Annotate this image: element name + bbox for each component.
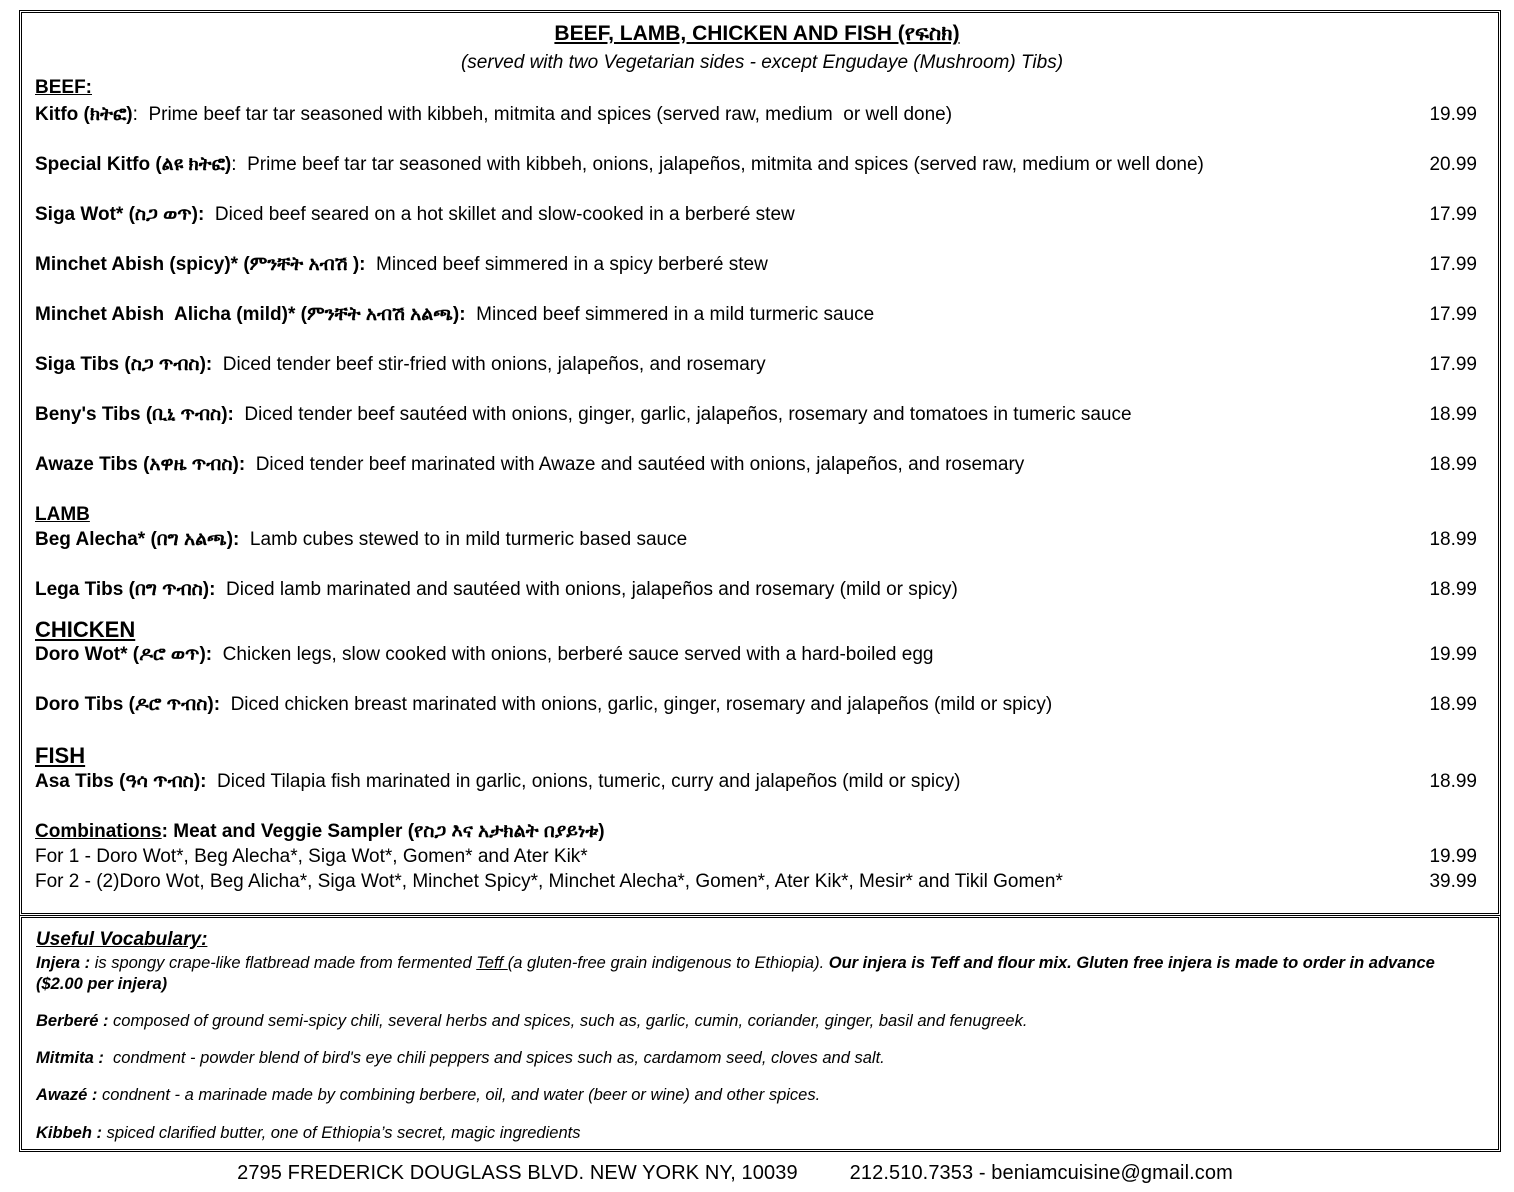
page-title: BEEF, LAMB, CHICKEN AND FISH (የፍስክ) [554,22,960,45]
section-chicken: CHICKEN [35,617,136,642]
item-price: 18.99 [1429,579,1477,600]
item-price: 17.99 [1429,354,1477,375]
vocab-definition: condment - powder blend of bird's eye chili peppers and spices such as, cardamom seed, cloves and salt. [103,1049,885,1067]
menu-item-doro-tibs [35,694,1052,716]
vocab-definition: (a gluten-free grain indigenous to Ethiopia). [507,954,829,972]
vocab-awaze [36,1086,820,1105]
combination-for-1-price: 19.99 [1429,846,1477,867]
combination-for-1: For 1 - Doro Wot*, Beg Alecha*, Siga Wot*, Gomen* and Ater Kik* [35,846,588,867]
vocab-definition: spiced clarified butter, one of Ethiopia’s secret, magic ingredients [102,1124,581,1142]
vocab-mitmita [36,1049,885,1068]
item-name: Siga Wot* (ስጋ ወጥ): [35,204,205,225]
item-price: 17.99 [1429,204,1477,225]
item-sep: : [231,154,237,175]
vocabulary-frame [19,915,1501,1152]
footer-contact: 212.510.7353 - beniamcuisine@gmail.com [849,1162,1233,1184]
combinations-heading [35,821,605,843]
vocab-teff: Teff [476,954,508,972]
item-name: Doro Wot* (ዶሮ ወጥ): [35,644,213,665]
combinations-title: : Meat and Veggie Sampler (የስጋ እና አታክልት በያይነቱ) [161,821,605,842]
item-desc: Lamb cubes stewed to in mild turmeric based sauce [239,529,688,550]
item-desc: Minced beef simmered in a mild turmeric sauce [465,304,875,325]
menu-item-special-kitfo [35,154,1204,176]
item-price: 19.99 [1429,104,1477,125]
combination-for-2: For 2 - (2)Doro Wot, Beg Alicha*, Siga Wot*, Minchet Spicy*, Minchet Alecha*, Gomen*, Ater Kik*, Mesir* and Tikil Gomen* [35,871,1063,892]
vocab-berbere [36,1012,1027,1031]
item-price: 18.99 [1429,404,1477,425]
item-desc: Diced chicken breast marinated with onions, garlic, ginger, rosemary and jalapeños (mild or spicy) [220,694,1053,715]
menu-item-benys-tibs [35,404,1132,426]
section-fish: FISH [35,743,86,768]
item-desc: Minced beef simmered in a spicy berberé stew [365,254,768,275]
item-price: 18.99 [1429,454,1477,475]
item-name: Awaze Tibs (አዋዜ ጥብስ): [35,454,246,475]
page-subtitle: (served with two Vegetarian sides - except Engudaye (Mushroom) Tibs) [460,52,1064,73]
menu-item-doro-wot [35,644,933,666]
combinations-label: Combinations [35,821,162,842]
item-name: Minchet Abish (spicy)* (ምንቸት አብሽ ): [35,254,366,275]
item-price: 20.99 [1429,154,1477,175]
section-beef: BEEF: [35,77,92,98]
item-name: Asa Tibs (ዓሳ ጥብስ): [35,771,207,792]
item-desc: Prime beef tar tar seasoned with kibbeh, onions, jalapeños, mitmita and spices (served raw, medium or well done) [236,154,1204,175]
vocab-term: Berberé : [36,1012,109,1030]
item-price: 19.99 [1429,644,1477,665]
item-price: 18.99 [1429,529,1477,550]
item-name: Doro Tibs (ዶሮ ጥብስ): [35,694,221,715]
item-price: 18.99 [1429,771,1477,792]
menu-item-kitfo [35,104,952,126]
item-price: 18.99 [1429,694,1477,715]
menu-item-minchet-abish [35,254,768,276]
item-sep: : [132,104,138,125]
vocab-term: Awazé : [36,1086,98,1104]
vocab-term: Kibbeh : [36,1124,102,1142]
menu-item-siga-wot [35,204,795,226]
item-desc: Diced beef seared on a hot skillet and slow-cooked in a berberé stew [204,204,795,225]
menu-item-siga-tibs [35,354,766,376]
menu-item-lega-tibs [35,579,958,601]
menu-item-awaze-tibs [35,454,1024,476]
item-price: 17.99 [1429,254,1477,275]
item-desc: Prime beef tar tar seasoned with kibbeh, mitmita and spices (served raw, medium or well done) [137,104,953,125]
combination-for-2-price: 39.99 [1429,871,1477,892]
item-desc: Diced tender beef sautéed with onions, ginger, garlic, jalapeños, rosemary and tomatoes in tumeric sauce [233,404,1132,425]
menu-item-beg-alecha [35,529,687,551]
vocab-injera-note: Our injera is Teff and flour mix. Gluten free injera is made to order in advance ($2.00 per injera) [36,954,1435,993]
item-name: Beg Alecha* (በግ አልጫ): [35,529,240,550]
menu-item-minchet-abish-alicha [35,304,874,326]
footer [0,1162,1470,1185]
vocab-definition: condnent - a marinade made by combining berbere, oil, and water (beer or wine) and other spices. [97,1086,821,1104]
vocab-definition: is spongy crape-like flatbread made from fermented [90,954,477,972]
vocab-injera [36,953,1486,995]
vocab-definition: composed of ground semi-spicy chili, several herbs and spices, such as, garlic, cumin, coriander, ginger, basil and fenugreek. [108,1012,1028,1030]
item-name: Minchet Abish Alicha (mild)* (ምንቸት አብሽ አልጫ): [35,304,466,325]
item-name: Siga Tibs (ስጋ ጥብስ): [35,354,213,375]
item-desc: Diced tender beef stir-fried with onions, jalapeños, and rosemary [212,354,766,375]
item-name: Beny's Tibs (ቢኒ ጥብስ): [35,404,234,425]
item-name: Kitfo (ክትፎ) [35,104,133,125]
section-lamb: LAMB [35,504,90,525]
vocab-term: Mitmita : [36,1049,104,1067]
item-desc: Diced tender beef marinated with Awaze and sautéed with onions, jalapeños, and rosemary [245,454,1025,475]
vocab-term: Injera : [36,954,91,972]
item-desc: Chicken legs, slow cooked with onions, berberé sauce served with a hard-boiled egg [212,644,934,665]
item-name: Special Kitfo (ልዩ ክትፎ) [35,154,232,175]
item-price: 17.99 [1429,304,1477,325]
vocab-kibbeh [36,1124,580,1143]
footer-address: 2795 FREDERICK DOUGLASS BLVD. NEW YORK NY, 10039 [237,1162,798,1184]
menu-item-asa-tibs [35,771,960,793]
item-desc: Diced Tilapia fish marinated in garlic, onions, tumeric, curry and jalapeños (mild or spicy) [206,771,961,792]
item-name: Lega Tibs (በግ ጥብስ): [35,579,216,600]
item-desc: Diced lamb marinated and sautéed with onions, jalapeños and rosemary (mild or spicy) [215,579,958,600]
vocabulary-heading: Useful Vocabulary: [36,929,208,950]
